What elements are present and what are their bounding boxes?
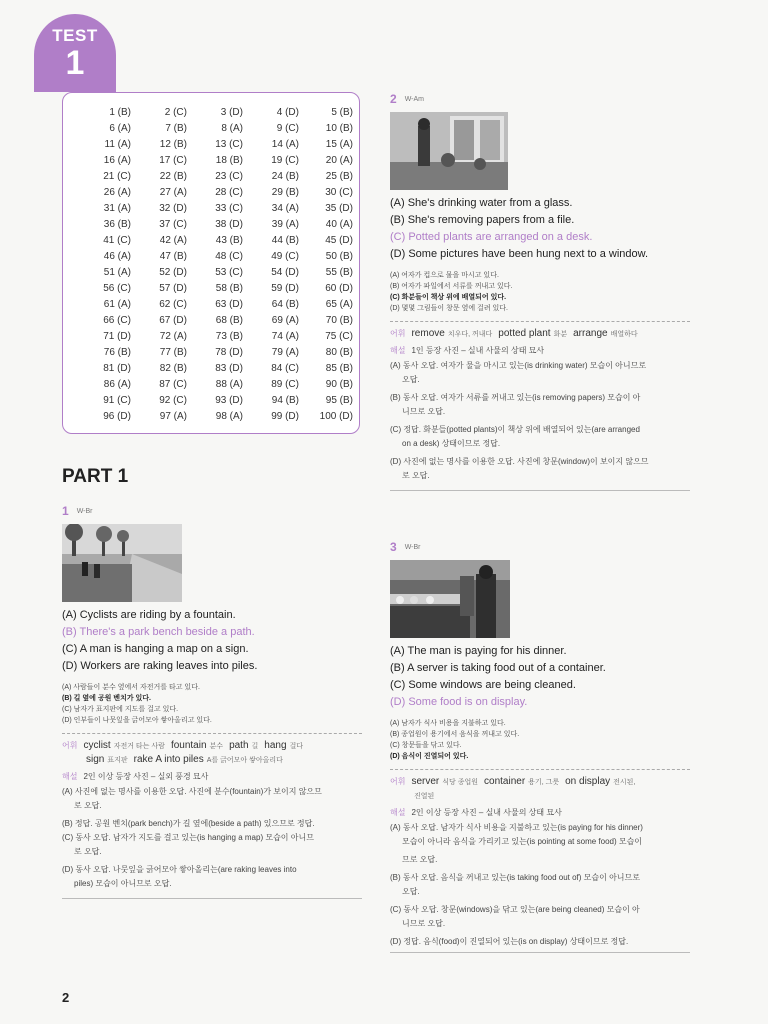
explanation-line [402, 374, 420, 386]
answer-cell: 15 (A) [325, 139, 353, 150]
answer-cell: 98 (A) [215, 411, 243, 422]
answer-cell: 85 (B) [325, 363, 353, 374]
answer-cell: 95 (B) [325, 395, 353, 406]
explanation-text: (D) 정답. 음식(food)이 진열되어 있는(is on display) 상태이므로 정답. [390, 937, 629, 946]
answer-cell: 44 (B) [271, 235, 299, 246]
explanation-line [62, 771, 208, 783]
answer-cell: 14 (A) [271, 139, 299, 150]
vocab-line [62, 739, 309, 753]
vocab-meaning: 치우다, 꺼내다 [447, 331, 493, 338]
answer-cell: 65 (A) [325, 299, 353, 310]
explanation-line [390, 345, 544, 357]
answer-cell: 2 (C) [164, 107, 187, 118]
korean-translation: (A) 남자가 식사 비용을 지불하고 있다. [390, 720, 506, 727]
explanation-text: 오답. [402, 887, 420, 896]
explanation-line [402, 886, 420, 898]
answer-cell: 35 (D) [325, 203, 353, 214]
divider [390, 490, 690, 491]
explanation-line [74, 800, 102, 812]
answer-key-box [62, 92, 360, 434]
answer-cell: 96 (D) [103, 411, 131, 422]
answer-cell: 99 (D) [271, 411, 299, 422]
answer-option: (B) She's removing papers from a file. [390, 214, 575, 226]
answer-cell: 87 (C) [159, 379, 187, 390]
answer-cell: 80 (B) [325, 347, 353, 358]
korean-translation: (D) 몇몇 그림들이 창문 옆에 걸려 있다. [390, 305, 508, 312]
vocab-meaning: 진열된 [414, 793, 435, 800]
answer-cell: 45 (D) [325, 235, 353, 246]
explanation-line [390, 822, 643, 834]
divider [390, 769, 690, 770]
vocab-word: on display [565, 776, 611, 787]
answer-option: (B) A server is taking food out of a container. [390, 662, 606, 674]
answer-cell: 97 (A) [159, 411, 187, 422]
vocab-meaning: 길 [251, 743, 259, 750]
answer-cell: 71 (D) [103, 331, 131, 342]
vocab-meaning: 배열하다 [610, 331, 638, 338]
answer-cell: 76 (B) [103, 347, 131, 358]
answer-cell: 42 (A) [159, 235, 187, 246]
answer-cell: 81 (D) [103, 363, 131, 374]
answer-option: (B) There's a park bench beside a path. [62, 626, 255, 638]
answer-cell: 92 (C) [159, 395, 187, 406]
answer-cell: 82 (B) [159, 363, 187, 374]
explanation-line [390, 872, 640, 884]
answer-option: (A) She's drinking water from a glass. [390, 197, 573, 209]
question-number: 1 [62, 504, 69, 518]
korean-translation: (A) 사람들이 분수 옆에서 자전거를 타고 있다. [62, 684, 200, 691]
explanation-line [62, 832, 314, 844]
explanation-line [390, 424, 640, 436]
answer-cell: 88 (A) [215, 379, 243, 390]
park-path-photo [62, 524, 182, 602]
answer-cell: 91 (C) [103, 395, 131, 406]
explanation-line [390, 904, 640, 916]
answer-cell: 32 (D) [159, 203, 187, 214]
explanation-line [402, 406, 445, 418]
korean-translation: (C) 남자가 표지판에 지도를 걸고 있다. [62, 706, 179, 713]
answer-cell: 33 (C) [215, 203, 243, 214]
answer-cell: 53 (C) [215, 267, 243, 278]
answer-cell: 25 (B) [325, 171, 353, 182]
answer-cell: 74 (A) [271, 331, 299, 342]
explanation-text: (B) 동사 오답. 음식을 꺼내고 있는(is taking food out of) 모습이 아니므로 [390, 873, 640, 882]
answer-cell: 57 (D) [159, 283, 187, 294]
answer-cell: 27 (A) [159, 187, 187, 198]
korean-translation: (D) 음식이 진열되어 있다. [390, 753, 469, 760]
food-display-photo [390, 560, 510, 638]
answer-cell: 13 (C) [215, 139, 243, 150]
speaker-tag: W-Am [404, 96, 424, 104]
answer-cell: 12 (B) [159, 139, 187, 150]
answer-cell: 52 (D) [159, 267, 187, 278]
vocab-meaning: 화분 [553, 331, 568, 338]
answer-cell: 54 (D) [271, 267, 299, 278]
answer-cell: 90 (B) [325, 379, 353, 390]
vocab-label: 어휘 [390, 777, 406, 786]
answer-cell: 72 (A) [159, 331, 187, 342]
answer-cell: 83 (D) [215, 363, 243, 374]
vocab-line [86, 753, 289, 767]
answer-cell: 77 (B) [159, 347, 187, 358]
answer-cell: 79 (A) [271, 347, 299, 358]
explanation-line [62, 818, 315, 830]
answer-cell: 84 (C) [271, 363, 299, 374]
question-2-header [390, 92, 424, 106]
explanation-text: (C) 동사 오답. 창문(windows)을 닦고 있는(are being cleaned) 모습이 아 [390, 905, 640, 914]
answer-cell: 10 (B) [325, 123, 353, 134]
explanation-text: (B) 정답. 공원 벤치(park bench)가 길 옆에(beside a path) 있으므로 정답. [62, 819, 315, 828]
explanation-text: 2인 이상 등장 사진 – 실외 풍경 묘사 [83, 772, 209, 781]
vocab-word: path [229, 740, 249, 751]
part-title: PART 1 [62, 466, 129, 487]
explanation-text: (C) 정답. 화분들(potted plants)이 책상 위에 배열되어 있는(are arranged [390, 425, 640, 434]
answer-cell: 23 (C) [215, 171, 243, 182]
explanation-line [74, 846, 102, 858]
answer-cell: 21 (C) [103, 171, 131, 182]
answer-cell: 49 (C) [271, 251, 299, 262]
korean-translation: (B) 길 옆에 공원 벤치가 있다. [62, 695, 152, 702]
answer-cell: 62 (C) [159, 299, 187, 310]
explanation-text: 로 오답. [402, 471, 430, 480]
vocab-word: cyclist [83, 740, 111, 751]
vocab-word: arrange [573, 328, 608, 339]
answer-cell: 51 (A) [103, 267, 131, 278]
explanation-line [74, 878, 172, 890]
vocab-word: rake A into piles [133, 754, 204, 765]
test-label: TEST [52, 26, 98, 45]
korean-translation: (B) 여자가 파일에서 서류를 꺼내고 있다. [390, 283, 513, 290]
answer-option: (D) Workers are raking leaves into piles. [62, 660, 258, 672]
answer-cell: 5 (B) [331, 107, 353, 118]
answer-cell: 70 (B) [325, 315, 353, 326]
answer-cell: 1 (B) [109, 107, 131, 118]
question-2-photo [390, 112, 508, 190]
explanation-text: on a desk) 상태이므로 정답. [402, 439, 501, 448]
answer-cell: 24 (B) [271, 171, 299, 182]
question-3-photo [390, 560, 510, 638]
explanation-text: 2인 이상 등장 사진 – 실내 사물의 상태 묘사 [411, 808, 562, 817]
korean-translation: (B) 종업원이 용기에서 음식을 꺼내고 있다. [390, 731, 520, 738]
speaker-tag: W-Br [404, 544, 421, 552]
answer-cell: 19 (C) [271, 155, 299, 166]
explanation-line [402, 836, 642, 848]
vocab-label: 어휘 [62, 741, 78, 750]
answer-cell: 43 (B) [215, 235, 243, 246]
answer-cell: 16 (A) [103, 155, 131, 166]
test-badge [34, 14, 116, 92]
explanation-text: 로 오답. [74, 801, 102, 810]
answer-cell: 30 (C) [325, 187, 353, 198]
answer-cell: 69 (A) [271, 315, 299, 326]
explanation-label: 해설 [62, 772, 78, 781]
explanation-line [402, 854, 437, 866]
answer-cell: 39 (A) [271, 219, 299, 230]
divider [390, 321, 690, 322]
question-3-header [390, 540, 421, 554]
answer-cell: 60 (D) [325, 283, 353, 294]
explanation-text: (C) 동사 오답. 남자가 지도를 걸고 있는(is hanging a map) 모습이 아니므 [62, 833, 314, 842]
vocab-meaning: 자전거 타는 사람 [113, 743, 165, 750]
answer-cell: 3 (D) [220, 107, 243, 118]
explanation-text: (A) 동사 오답. 여자가 물을 마시고 있는(is drinking water) 모습이 아니므로 [390, 361, 647, 370]
korean-translation: (A) 여자가 컵으로 물을 마시고 있다. [390, 272, 499, 279]
answer-option: (D) Some food is on display. [390, 696, 528, 708]
vocab-label: 어휘 [390, 329, 406, 338]
answer-cell: 28 (C) [215, 187, 243, 198]
explanation-line [390, 456, 649, 468]
answer-cell: 61 (A) [103, 299, 131, 310]
explanation-line [390, 936, 628, 948]
answer-cell: 7 (B) [165, 123, 187, 134]
explanation-line [62, 786, 322, 798]
answer-cell: 68 (B) [215, 315, 243, 326]
answer-option: (C) A man is hanging a map on a sign. [62, 643, 249, 655]
answer-cell: 6 (A) [109, 123, 131, 134]
vocab-word: sign [86, 754, 105, 765]
vocab-word: fountain [170, 740, 207, 751]
vocab-word: potted plant [498, 328, 551, 339]
answer-cell: 20 (A) [325, 155, 353, 166]
answer-cell: 78 (D) [215, 347, 243, 358]
answer-cell: 50 (B) [325, 251, 353, 262]
answer-cell: 73 (B) [215, 331, 243, 342]
vocab-line [390, 327, 644, 341]
vocab-meaning: 표지판 [107, 757, 128, 764]
answer-option: (A) The man is paying for his dinner. [390, 645, 567, 657]
question-1-photo [62, 524, 182, 602]
answer-cell: 11 (A) [104, 139, 131, 150]
answer-cell: 59 (D) [271, 283, 299, 294]
korean-translation: (D) 인부들이 나뭇잎을 긁어모아 쌓아올리고 있다. [62, 717, 212, 724]
vocab-meaning: A를 긁어모아 쌓아올리다 [206, 757, 283, 764]
explanation-label: 해설 [390, 808, 406, 817]
divider [390, 952, 690, 953]
answer-cell: 17 (C) [159, 155, 187, 166]
answer-cell: 48 (C) [215, 251, 243, 262]
vocab-word: remove [411, 328, 445, 339]
vocab-word: server [411, 776, 440, 787]
explanation-text: 로 오답. [74, 847, 102, 856]
answer-cell: 64 (B) [271, 299, 299, 310]
answer-cell: 41 (C) [103, 235, 131, 246]
explanation-line [402, 470, 430, 482]
answer-cell: 36 (B) [103, 219, 131, 230]
test-number: 1 [65, 44, 85, 82]
divider [62, 733, 362, 734]
explanation-text: 니므로 오답. [402, 407, 446, 416]
answer-cell: 4 (D) [276, 107, 299, 118]
answer-cell: 75 (C) [325, 331, 353, 342]
answer-cell: 34 (A) [271, 203, 299, 214]
answer-cell: 46 (A) [103, 251, 131, 262]
question-1-header [62, 504, 93, 518]
explanation-text: piles) 모습이 아니므로 오답. [74, 879, 172, 888]
answer-cell: 18 (B) [215, 155, 243, 166]
answer-cell: 38 (D) [215, 219, 243, 230]
answer-cell: 37 (C) [159, 219, 187, 230]
answer-cell: 8 (A) [221, 123, 243, 134]
explanation-text: (A) 사진에 없는 명사를 이용한 오답. 사진에 분수(fountain)가 보이지 않으므 [62, 787, 322, 796]
answer-cell: 63 (D) [215, 299, 243, 310]
explanation-text: 오답. [402, 375, 420, 384]
vocab-line [414, 789, 440, 803]
explanation-text: (D) 사진에 없는 명사를 이용한 오답. 사진에 창문(window)이 보이지 않으므 [390, 457, 649, 466]
answer-cell: 29 (B) [271, 187, 299, 198]
answer-cell: 55 (B) [325, 267, 353, 278]
office-photo [390, 112, 508, 190]
answer-cell: 100 (D) [319, 411, 353, 422]
answer-cell: 93 (D) [215, 395, 243, 406]
explanation-text: (B) 동사 오답. 여자가 서류를 꺼내고 있는(is removing papers) 모습이 아 [390, 393, 641, 402]
explanation-line [390, 807, 562, 819]
answer-cell: 66 (C) [103, 315, 131, 326]
answer-cell: 58 (B) [215, 283, 243, 294]
answer-cell: 40 (A) [325, 219, 353, 230]
answer-option: (A) Cyclists are riding by a fountain. [62, 609, 236, 621]
answer-cell: 94 (B) [271, 395, 299, 406]
explanation-line [402, 438, 500, 450]
explanation-text: (A) 동사 오답. 남자가 식사 비용을 지불하고 있는(is paying for his dinner) [390, 823, 643, 832]
speaker-tag: W-Br [76, 508, 93, 516]
explanation-line [62, 864, 297, 876]
korean-translation: (C) 화분들이 책상 위에 배열되어 있다. [390, 294, 507, 301]
divider [62, 898, 362, 899]
answer-option: (C) Some windows are being cleaned. [390, 679, 576, 691]
answer-option: (D) Some pictures have been hung next to a window. [390, 248, 649, 260]
explanation-text: 니므로 오답. [402, 919, 446, 928]
vocab-word: container [484, 776, 526, 787]
answer-cell: 89 (C) [271, 379, 299, 390]
answer-cell: 67 (D) [159, 315, 187, 326]
answer-cell: 86 (A) [103, 379, 131, 390]
answer-cell: 47 (B) [159, 251, 187, 262]
vocab-meaning: 용기, 그릇 [528, 779, 560, 786]
explanation-label: 해설 [390, 346, 406, 355]
page-number: 2 [62, 990, 70, 1005]
vocab-meaning: 분수 [209, 743, 224, 750]
explanation-text: 므로 오답. [402, 855, 438, 864]
vocab-meaning: 걸다 [289, 743, 304, 750]
explanation-line [402, 918, 445, 930]
answer-cell: 56 (C) [103, 283, 131, 294]
answer-cell: 31 (A) [103, 203, 131, 214]
explanation-text: 1인 등장 사진 – 실내 사물의 상태 묘사 [411, 346, 545, 355]
vocab-meaning: 식당 종업원 [442, 779, 479, 786]
question-number: 2 [390, 92, 397, 106]
vocab-word: hang [264, 740, 287, 751]
vocab-line [390, 775, 641, 789]
answer-option: (C) Potted plants are arranged on a desk. [390, 231, 593, 243]
explanation-line [390, 392, 640, 404]
explanation-line [390, 360, 646, 372]
question-number: 3 [390, 540, 397, 554]
answer-cell: 22 (B) [159, 171, 187, 182]
answer-cell: 9 (C) [276, 123, 299, 134]
answer-cell: 26 (A) [103, 187, 131, 198]
explanation-text: (D) 동사 오답. 나뭇잎을 긁어모아 쌓아올리는(are raking leaves into [62, 865, 297, 874]
korean-translation: (C) 창문들을 닦고 있다. [390, 742, 462, 749]
explanation-text: 모습이 아니라 음식을 가리키고 있는(is pointing at some food) 모습이 [402, 837, 643, 846]
vocab-meaning: 전시된, [613, 779, 636, 786]
